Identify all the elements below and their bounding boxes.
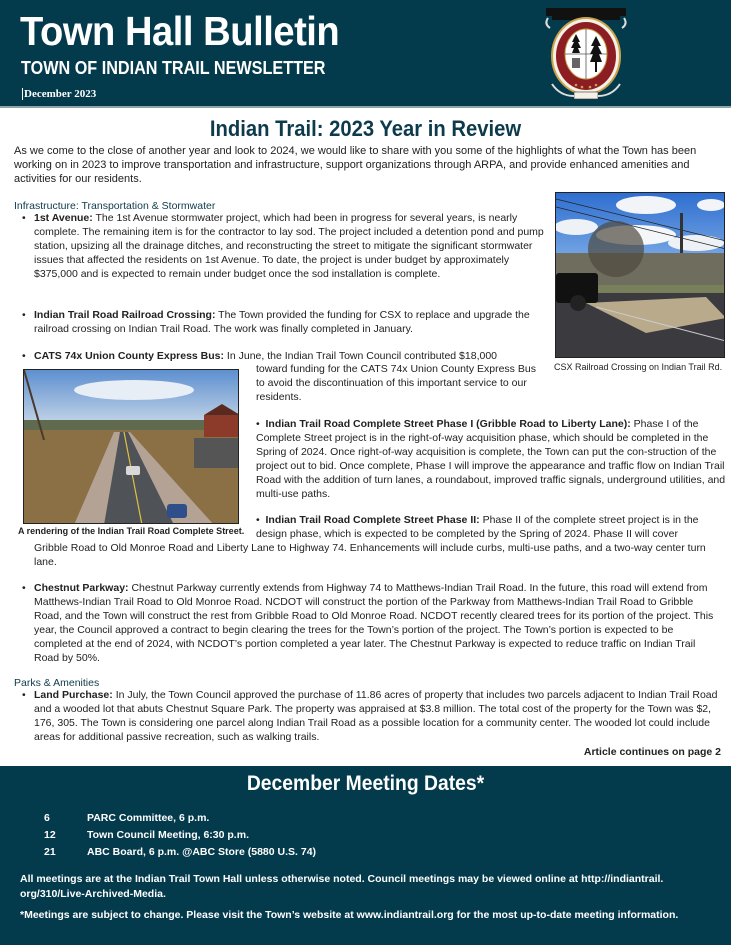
continued-notice: Article continues on page 2	[583, 746, 721, 758]
photo-caption-rendering: A rendering of the Indian Trail Road Complete Street.	[18, 526, 245, 536]
article-intro: As we come to the close of another year and look to 2024, we would like to share with you some of the highlights of what the Town has been working on in 2023 to improve transportation and infrastructure, support organizations through ARPA, and provide enhanced amenities and activities for our residents.	[14, 145, 697, 185]
item-label: Indian Trail Road Complete Street Phase II:	[265, 514, 480, 526]
meeting-row	[44, 812, 209, 824]
list-item-chestnut-parkway	[22, 582, 722, 665]
item-text: The Town provided the funding for CSX to replace and upgrade the railroad crossing on Indian Trail Road. The work was finally completed in January.	[34, 309, 530, 335]
meeting-desc: Town Council Meeting, 6:30 p.m.	[87, 829, 249, 841]
bullet-icon: •	[22, 212, 26, 224]
item-text: In July, the Town Council approved the purchase of 11.86 acres of property that includes two parcels adjacent to Indian Trail Road and a wooded lot that abuts Chestnut Square Park. The property was appraised at $3.8 million. The total cost of the property for the Town was $2, 176, 305. The Town is considering one parcel along Indian Trail Road as a possible location for a community center. The wooded lot could include areas for additional passive recreation, such as walking trails.	[34, 689, 718, 743]
bullet-icon: •	[256, 514, 266, 526]
meeting-day: 21	[44, 846, 56, 858]
meeting-row	[44, 846, 316, 858]
item-text: Phase I of the Complete Street project is in the right-of-way acquisition phase, which should be completed in the Spring of 2024. Once right-of-way acquisition is complete, the Town can put the con-struction of the project out to bid. Once complete, Phase I will improve the appearance and traffic flow on Indian Trail Road with the addition of turn lanes, a roundabout, improved traffic signals, underground utilities, and multi-use paths.	[256, 418, 726, 500]
list-item-cats-bus	[22, 350, 552, 364]
meeting-location-note: All meetings are at the Indian Trail Town Hall unless otherwise noted. Council meetings may be viewed online at http://indiantrail. org/310/Live-Archived-Media.	[20, 873, 664, 900]
list-item-cats-bus-cont: toward funding for the CATS 74x Union County Express Bus to avoid the discontinuation of this important service to our residents.	[256, 363, 536, 403]
article-title: Indian Trail: 2023 Year in Review	[209, 116, 522, 141]
item-label: Chestnut Parkway:	[34, 582, 129, 594]
bullet-icon: •	[22, 350, 26, 362]
meeting-desc: ABC Board, 6 p.m. @ABC Store (5880 U.S. 74)	[87, 846, 317, 858]
section-heading-infrastructure: Infrastructure: Transportation & Stormwater	[14, 200, 216, 212]
masthead	[0, 0, 731, 108]
town-seal-icon	[542, 6, 630, 102]
meeting-desc: PARC Committee, 6 p.m.	[87, 812, 210, 824]
list-item-railroad-crossing	[22, 309, 548, 337]
bullet-icon: •	[256, 418, 266, 430]
meeting-row	[44, 829, 249, 841]
item-text: Chestnut Parkway currently extends from Highway 74 to Matthews-Indian Trail Road. In the future, this road will extend from Matthews-Indian Trail Road to Old Monroe Road. NCDOT will construct the portion of the Parkway from Matthews-Indian Trail Road to Gribble Road, and the Town will construct the rest from Gribble Road to Old Monroe Road. NCDOT recently cleared trees for its portion of the project. This year, the Council approved a contract to begin clearing the trees for the Town’s portion of the project. The Town’s portion is expected to be completed at the end of 2024, with NCDOT’s portion completed a year later. The Chestnut Parkway is expected to reduce traffic on Indian Trail Road by 50%.	[34, 582, 714, 664]
newsletter-subtitle: TOWN OF INDIAN TRAIL NEWSLETTER	[21, 58, 326, 78]
list-item-phase-2	[256, 514, 726, 542]
bullet-icon: •	[22, 689, 26, 701]
photo-caption-railroad: CSX Railroad Crossing on Indian Trail Rd.	[554, 362, 723, 372]
meeting-disclaimer: *Meetings are subject to change. Please visit the Town’s website at www.indiantrail.org for the most up-to-date meeting information.	[20, 909, 679, 921]
item-label: Indian Trail Road Complete Street Phase I (Gribble Road to Liberty Lane):	[265, 418, 631, 430]
issue-date: December 2023	[24, 88, 97, 100]
complete-street-image	[24, 370, 239, 524]
item-label: CATS 74x Union County Express Bus:	[34, 350, 225, 362]
newsletter-title: Town Hall Bulletin	[20, 8, 340, 54]
item-label: 1st Avenue:	[34, 212, 93, 224]
meeting-day: 12	[44, 829, 56, 841]
list-item-phase-2-cont: Gribble Road to Old Monroe Road and Liberty Lane to Highway 74. Enhancements will include curbs, multi-use paths, and a two-way center turn lane.	[34, 542, 706, 568]
photo-railroad-crossing	[555, 192, 725, 358]
item-label: Indian Trail Road Railroad Crossing:	[34, 309, 216, 321]
meeting-day: 6	[44, 812, 50, 824]
item-text: The 1st Avenue stormwater project, which had been in progress for several years, is nearly complete. The remaining item is for the contractor to lay sod. The project included a detention pond and pump station, upsizing all the drainage ditches, and reconstructing the street to mitigate the significant stormwater issues that affected the residents on 1st Avenue. To date, the project is under budget by approximately $375,000 and is expected to remain under budget once the sod installation is complete.	[34, 212, 544, 280]
list-item-land-purchase	[22, 689, 724, 745]
item-text: Phase II of the complete street project is in the design phase, which is expected to be completed by the Spring of 2024. Phase II will cover	[256, 514, 699, 540]
bullet-icon: •	[22, 582, 26, 594]
section-heading-parks: Parks & Amenities	[14, 677, 100, 689]
item-text: In June, the Indian Trail Town Council contributed $18,000	[224, 350, 498, 362]
railroad-crossing-image	[556, 193, 725, 358]
meeting-dates-panel	[0, 766, 731, 945]
bullet-icon: •	[22, 309, 26, 321]
list-item-phase-1	[256, 418, 726, 501]
photo-complete-street-rendering	[23, 369, 239, 524]
meeting-dates-title: December Meeting Dates*	[246, 772, 485, 795]
item-label: Land Purchase:	[34, 689, 113, 701]
list-item-1st-avenue	[22, 212, 548, 282]
